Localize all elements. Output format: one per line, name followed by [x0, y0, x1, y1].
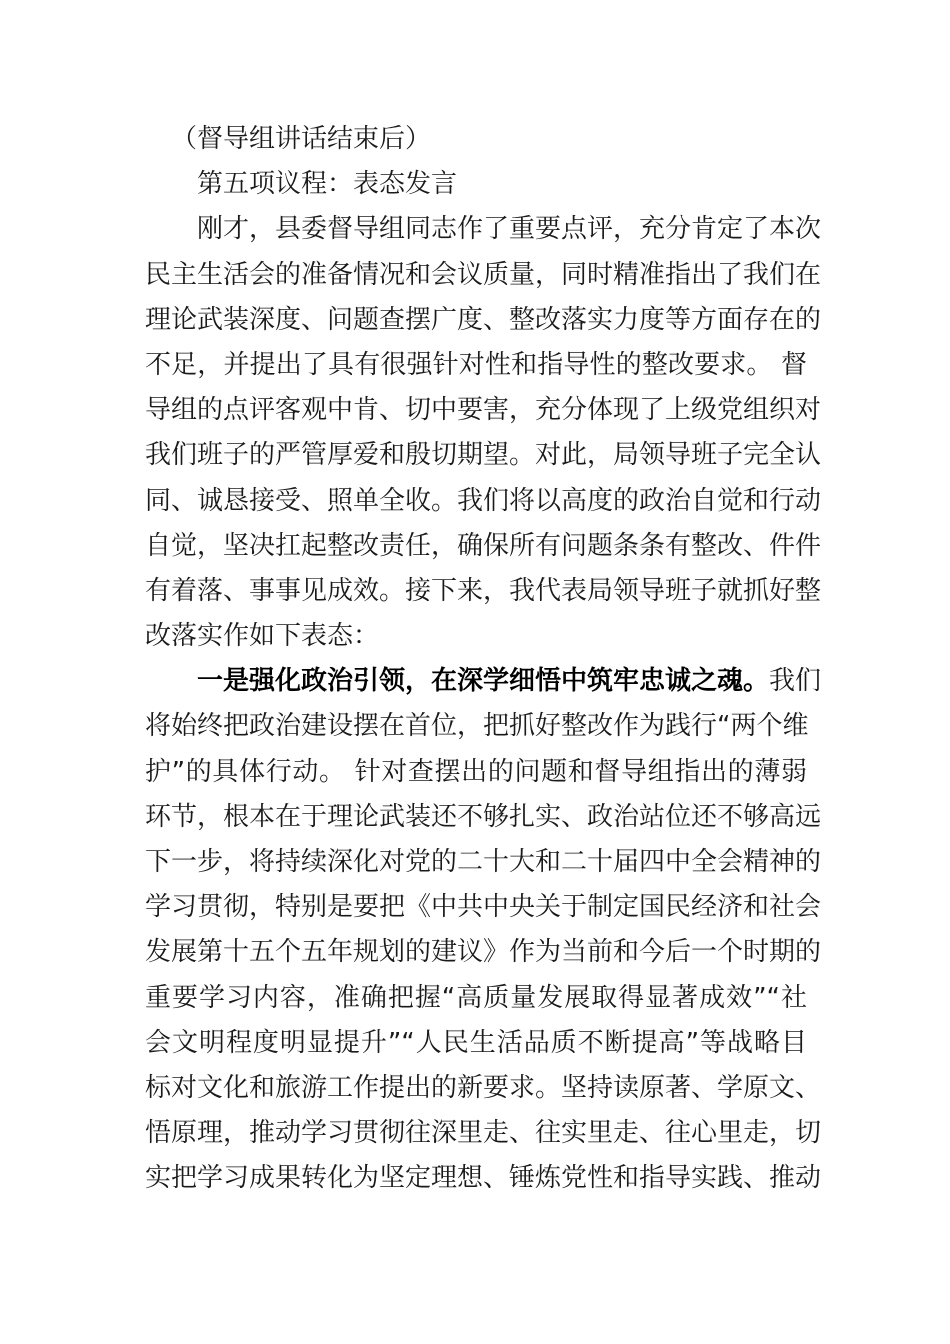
text-line: 环节，根本在于理论武装还不够扎实、政治站位还不够高远	[145, 801, 822, 832]
text-line: 自觉，坚决扛起整改责任，确保所有问题条条有整改、件件	[145, 530, 822, 561]
section-heading-line	[145, 659, 822, 704]
text-line: 将始终把政治建设摆在首位，把抓好整改作为践行“两个维	[145, 711, 809, 742]
stage-note: （督导组讲话结束后）	[171, 124, 432, 154]
text-line: 标对文化和旅游工作提出的新要求。坚持读原著、学原文、	[145, 1072, 822, 1103]
section-heading-bold: 一是强化政治引领，在深学细悟中筑牢忠诚之魂。	[197, 666, 770, 697]
document-page	[145, 117, 822, 1202]
text-line: 理论武装深度、问题查摆广度、整改落实力度等方面存在的	[145, 304, 822, 335]
text-line: 实把学习成果转化为坚定理想、锤炼党性和指导实践、推动	[145, 1163, 822, 1194]
text-line: 同、诚恳接受、照单全收。我们将以高度的政治自觉和行动	[145, 485, 822, 516]
text-line: 民主生活会的准备情况和会议质量，同时精准指出了我们在	[145, 259, 822, 290]
text-line: 我们班子的严管厚爱和殷切期望。对此，局领导班子完全认	[145, 440, 822, 471]
text-line: 下一步，将持续深化对党的二十大和二十届四中全会精神的	[145, 847, 822, 877]
text-line: 刚才，县委督导组同志作了重要点评，充分肯定了本次	[197, 214, 822, 245]
text-line: 导组的点评客观中肯、切中要害，充分体现了上级党组织对	[145, 395, 822, 426]
text-line: 护”的具体行动。 针对查摆出的问题和督导组指出的薄弱	[145, 756, 807, 787]
text-line: 发展第十五个五年规划的建议》作为当前和今后一个时期的	[145, 937, 822, 968]
text-line: 会文明程度明显提升”“人民生活品质不断提高”等战略目	[145, 1027, 807, 1058]
text-line: 有着落、事事见成效。接下来，我代表局领导班子就抓好整	[145, 575, 822, 606]
text-line: 不足，并提出了具有很强针对性和指导性的整改要求。 督	[145, 349, 807, 380]
text-line: 悟原理，推动学习贯彻往深里走、往实里走、往心里走，切	[145, 1118, 822, 1149]
text-fragment: 我们	[769, 666, 822, 697]
text-line: 重要学习内容，准确把握“高质量发展取得显著成效”“社	[145, 982, 807, 1013]
agenda-item-title: 第五项议程：表态发言	[197, 169, 458, 200]
text-line: 学习贯彻，特别是要把《中共中央关于制定国民经济和社会	[145, 892, 822, 923]
text-line: 改落实作如下表态：	[145, 621, 380, 652]
